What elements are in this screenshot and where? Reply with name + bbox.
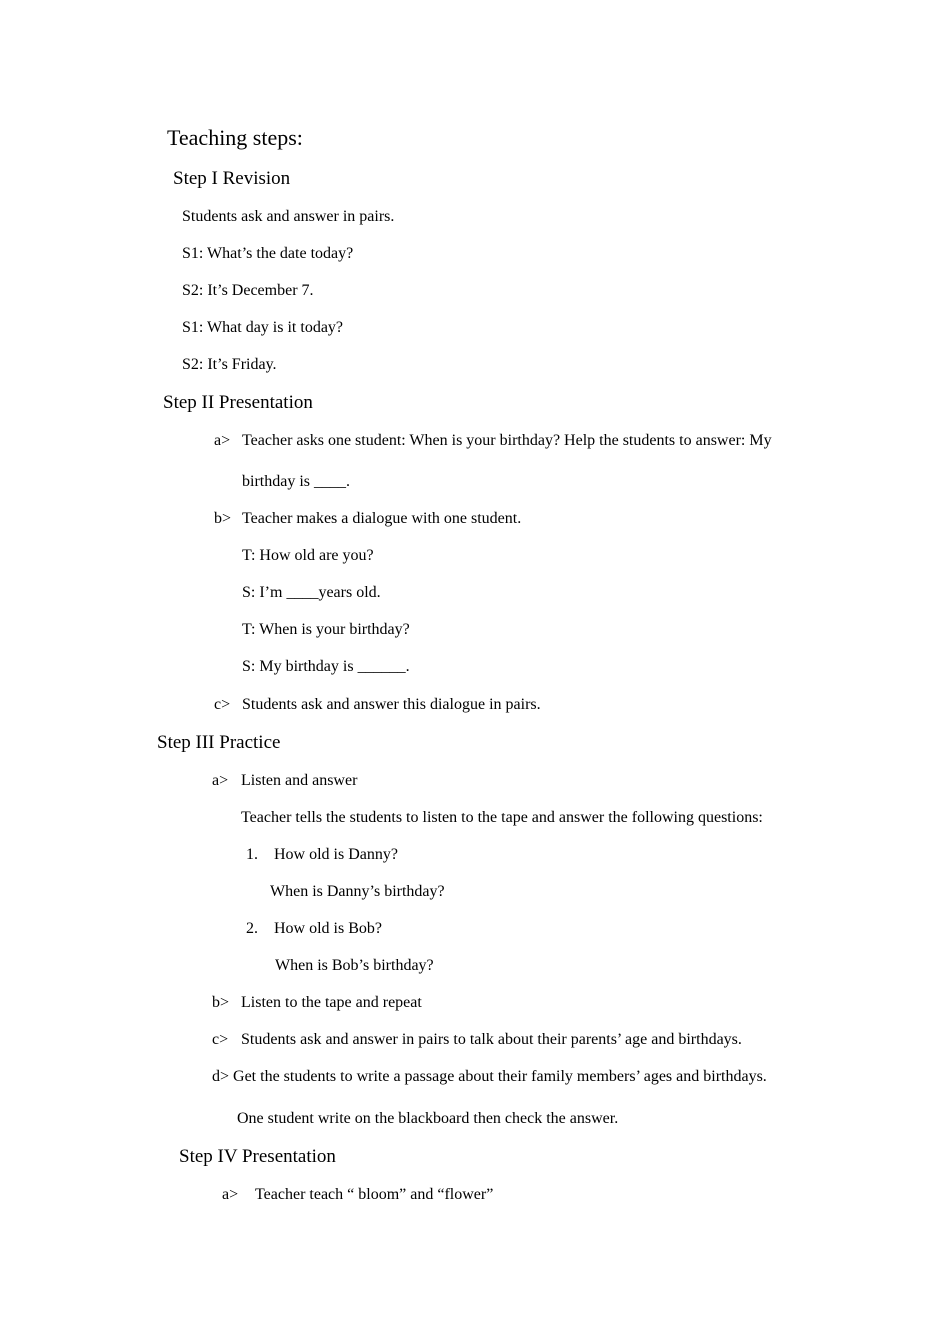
step1-line: S2: It’s December 7. — [182, 282, 314, 299]
step1-line: Students ask and answer in pairs. — [182, 208, 395, 225]
step3-d-text-cont: One student write on the blackboard then check the answer. — [237, 1110, 619, 1127]
step4-heading: Step IV Presentation — [179, 1146, 336, 1167]
step3-a-text: Listen and answer — [241, 772, 358, 789]
step2-c-text: Students ask and answer this dialogue in pairs. — [242, 696, 541, 713]
step4-a-text: Teacher teach “ bloom” and “flower” — [255, 1186, 494, 1203]
step3-c-marker: c> — [212, 1031, 229, 1048]
question-2-text: How old is Bob? — [274, 920, 382, 937]
step2-b-marker: b> — [214, 510, 232, 527]
step2-a-marker: a> — [214, 432, 231, 449]
step2-a-text: Teacher asks one student: When is your birthday? Help the students to answer: My — [242, 432, 772, 449]
step1-line: S1: What day is it today? — [182, 319, 344, 336]
dialogue-line: S: My birthday is ______. — [242, 658, 410, 675]
step3-b-text: Listen to the tape and repeat — [241, 994, 422, 1011]
question-2-marker: 2. — [246, 920, 258, 937]
step3-instruction: Teacher tells the students to listen to the tape and answer the following questions: — [241, 809, 763, 826]
step3-heading: Step III Practice — [157, 732, 281, 753]
step2-b-text: Teacher makes a dialogue with one student. — [242, 510, 522, 527]
step2-heading: Step II Presentation — [163, 392, 313, 413]
question-1-follow: When is Danny’s birthday? — [270, 883, 445, 900]
step2-a-text-cont: birthday is ____. — [242, 473, 350, 490]
step1-line: S2: It’s Friday. — [182, 356, 277, 373]
step1-heading: Step I Revision — [173, 168, 291, 189]
step3-c-text: Students ask and answer in pairs to talk about their parents’ age and birthdays. — [241, 1031, 742, 1048]
dialogue-line: S: I’m ____years old. — [242, 584, 381, 601]
question-1-text: How old is Danny? — [274, 846, 398, 863]
dialogue-line: T: How old are you? — [242, 547, 374, 564]
question-1-marker: 1. — [246, 846, 258, 863]
page-title: Teaching steps: — [167, 125, 303, 150]
step3-a-marker: a> — [212, 772, 229, 789]
step2-c-marker: c> — [214, 696, 231, 713]
question-2-follow: When is Bob’s birthday? — [275, 957, 434, 974]
step3-d-text: d> Get the students to write a passage about their family members’ ages and birthdays. — [212, 1068, 767, 1085]
dialogue-line: T: When is your birthday? — [242, 621, 410, 638]
step3-b-marker: b> — [212, 994, 230, 1011]
step1-line: S1: What’s the date today? — [182, 245, 354, 262]
step4-a-marker: a> — [222, 1186, 239, 1203]
